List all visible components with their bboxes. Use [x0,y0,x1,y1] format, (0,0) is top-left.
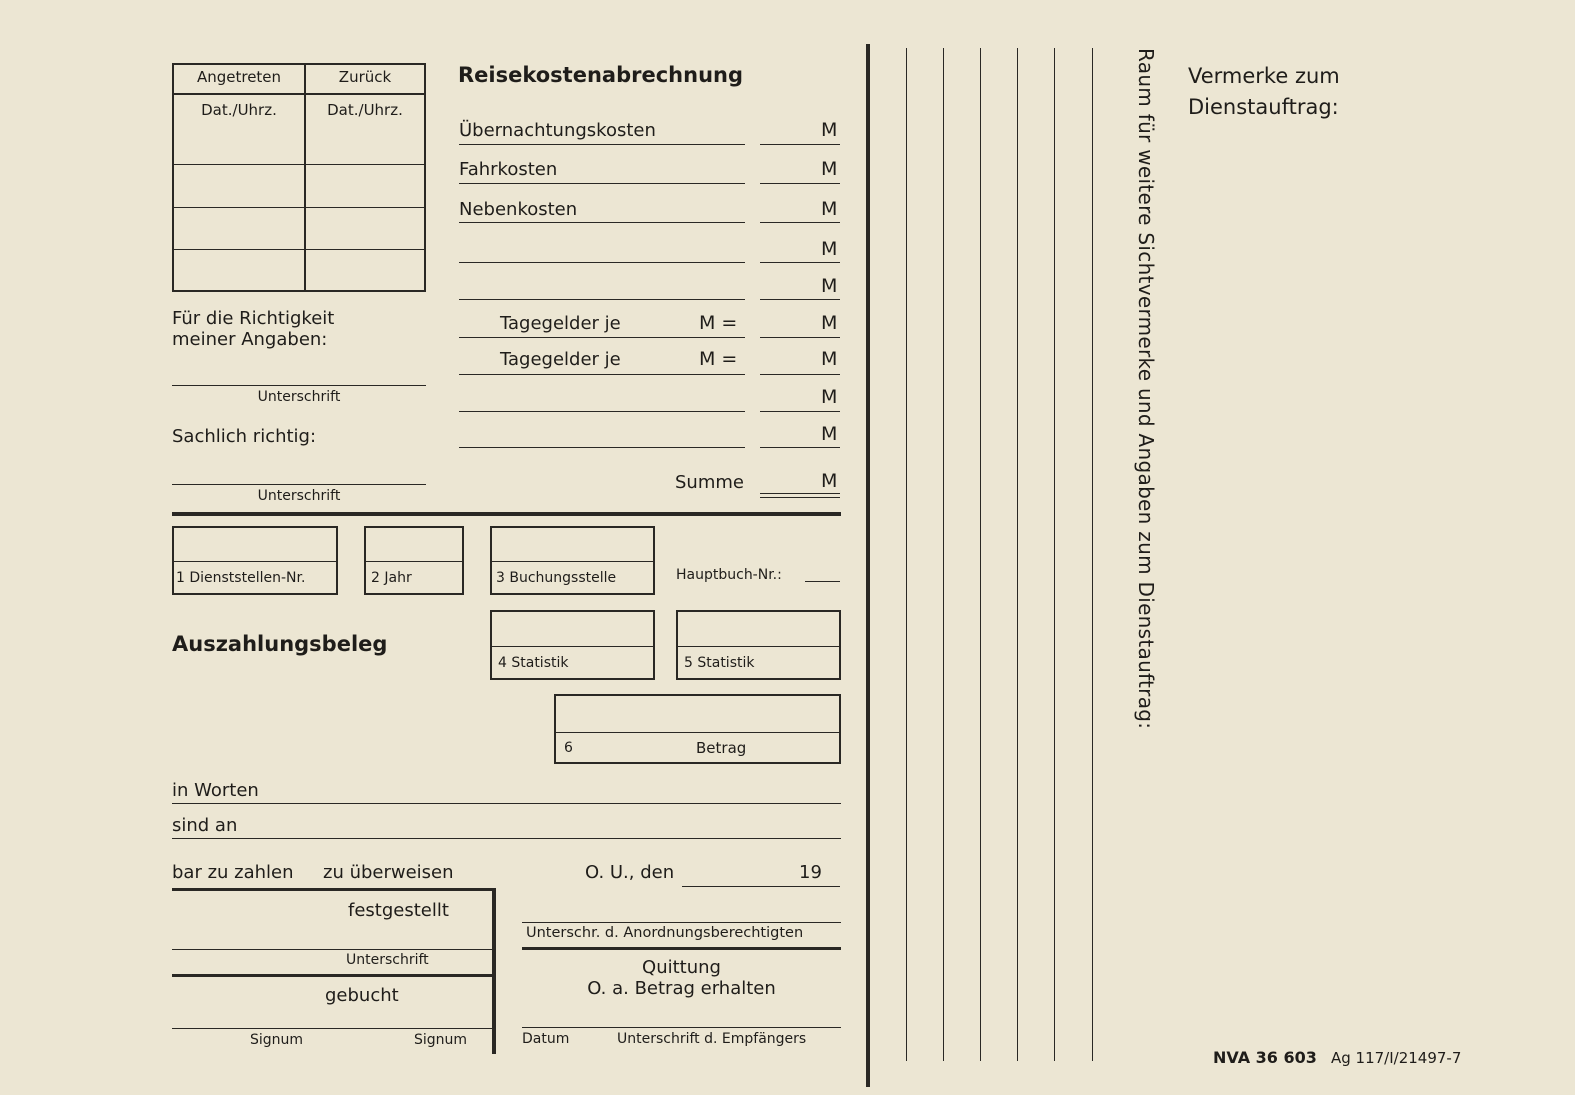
expense-row-line [459,144,745,145]
field-6-label: Betrag [696,739,747,757]
attendance-table-row-line [172,164,426,165]
booked-line [172,1028,492,1029]
booked-label: gebucht [325,985,399,1006]
currency-mark: M [821,348,838,370]
verification-box-mid [172,974,492,977]
attendance-table-divider [304,63,306,292]
vertical-rule [906,48,907,1061]
attendance-col2-header: Zurück [338,68,392,86]
expense-row-line [459,222,745,223]
currency-mark: M [821,275,838,297]
signature-label-1: Unterschrift [257,389,341,405]
correctness-label-line2: meiner Angaben: [172,329,328,350]
signum-label-1: Signum [250,1032,304,1048]
attendance-col1-subheader: Dat./Uhrz. [201,101,277,119]
expense-row-label: Fahrkosten [459,159,558,180]
field-6-number: 6 [564,740,573,756]
amount-box-line [554,732,841,733]
expense-amount-line [760,374,840,375]
notes-title-line2: Dienstauftrag: [1188,95,1339,119]
per-diem-label: Tagegelder je [500,313,621,334]
print-code: Ag 117/I/21497-7 [1331,1049,1462,1067]
authorized-line-top [522,922,841,923]
expense-amount-line [760,183,840,184]
field-box-line [364,561,464,562]
in-words-label: in Worten [172,780,259,801]
paid-to-line [172,838,841,839]
determined-line [172,949,492,950]
transfer-option: zu überweisen [323,862,454,883]
expense-row-line [459,411,745,412]
sum-double-line-top [760,493,840,494]
currency-mark: M [821,119,838,141]
attendance-table-row-line [172,249,426,250]
field-1-label: 1 Dienststellen-Nr. [176,570,306,586]
correctness-label-line1: Für die Richtigkeit [172,308,335,329]
receipt-title: Quittung [642,957,721,978]
currency-mark: M [821,386,838,408]
expense-amount-line [760,222,840,223]
ledger-label: Hauptbuch-Nr.: [676,567,782,583]
field-box-line [490,646,655,647]
expense-row-line [459,183,745,184]
verification-box-side [492,888,496,1054]
expense-row-line [459,337,745,338]
year-prefix: 19 [799,862,822,883]
date-label: Datum [522,1031,570,1047]
currency-mark: M [821,470,838,492]
expense-row-line [459,374,745,375]
per-diem-eq: M = [699,312,738,334]
paid-to-label: sind an [172,815,238,836]
attendance-table-row-line [172,207,426,208]
payment-title: Auszahlungsbeleg [172,632,388,656]
form-number: NVA 36 603 [1213,1048,1317,1067]
main-vertical-rule [866,44,870,1087]
attendance-table [172,63,426,292]
place-date-label: O. U., den [585,862,675,883]
expense-row-line [459,447,745,448]
attendance-table-header-line [172,93,426,95]
recipient-signature-label: Unterschrift d. Empfängers [617,1031,807,1047]
currency-mark: M [821,312,838,334]
expense-row-line [459,299,745,300]
signum-label-2: Signum [414,1032,468,1048]
sidebar-vertical-text: Raum für weitere Sichtvermerke und Angaben zum Dienstauftrag: [1134,48,1158,730]
field-4-label: 4 Statistik [498,655,569,671]
currency-mark: M [821,423,838,445]
vertical-rule [980,48,981,1061]
currency-mark: M [821,198,838,220]
cash-option: bar zu zahlen [172,862,294,883]
determined-signature-label: Unterschrift [346,952,429,968]
vertical-rule [1092,48,1093,1061]
expense-amount-line [760,144,840,145]
notes-title-line1: Vermerke zum [1188,64,1340,88]
vertical-rule [1017,48,1018,1061]
expense-amount-line [760,337,840,338]
receipt-text: O. a. Betrag erhalten [587,978,776,999]
expense-amount-line [760,262,840,263]
determined-label: festgestellt [348,900,449,921]
signature-label-2: Unterschrift [257,488,341,504]
attendance-col2-subheader: Dat./Uhrz. [327,101,403,119]
expense-row-label: Übernachtungskosten [459,120,656,141]
expense-row-label: Nebenkosten [459,199,578,220]
expenses-title: Reisekostenabrechnung [458,63,743,87]
expense-amount-line [760,447,840,448]
currency-mark: M [821,158,838,180]
section-separator [172,512,841,516]
per-diem-label: Tagegelder je [500,349,621,370]
currency-mark: M [821,238,838,260]
attendance-col1-header: Angetreten [196,68,282,86]
authorized-line-bottom [522,947,841,950]
ledger-line [805,581,840,582]
expense-amount-line [760,299,840,300]
field-2-label: 2 Jahr [371,570,412,586]
field-box-line [676,646,841,647]
signature-line-1 [172,385,426,386]
sum-label: Summe [675,472,744,493]
expense-amount-line [760,411,840,412]
verification-box-top [172,888,496,891]
expense-row-line [459,262,745,263]
per-diem-eq: M = [699,348,738,370]
field-5-label: 5 Statistik [684,655,755,671]
vertical-rule [1054,48,1055,1061]
sum-double-line-bottom [760,497,840,498]
vertical-rule [943,48,944,1061]
receipt-signature-line [522,1027,841,1028]
in-words-line [172,803,841,804]
field-3-label: 3 Buchungsstelle [496,570,617,586]
authorized-signature-label: Unterschr. d. Anordnungsberechtigten [526,925,804,941]
field-box-line [490,561,655,562]
field-box-line [172,561,338,562]
date-line [682,886,840,887]
signature-line-2 [172,484,426,485]
factually-correct-label: Sachlich richtig: [172,426,317,447]
